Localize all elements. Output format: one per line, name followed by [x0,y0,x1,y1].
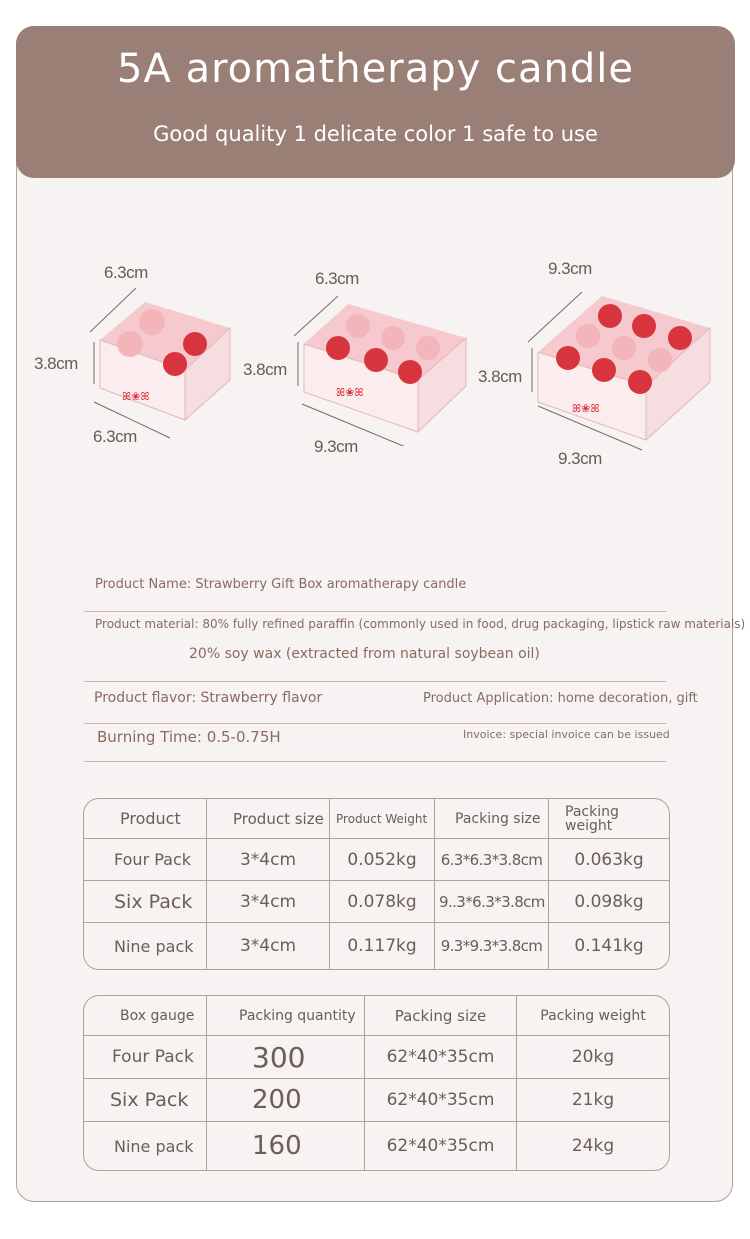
table-cell: 21kg [517,1079,669,1122]
table-cell: 0.098kg [549,881,669,923]
table-row [84,1079,669,1122]
box3-top-dim: 9.3cm [548,259,592,278]
table-cell: 300 [207,1036,365,1079]
box1-bottom-dim: 6.3cm [93,427,137,446]
table-header: Packing quantity [207,996,365,1036]
gift-box-illustration [80,280,240,440]
six-pack-box-image [288,286,478,446]
table-row [84,1122,669,1170]
header-banner [16,26,735,178]
table-header: Product size [207,799,330,839]
gift-box-illustration [288,286,478,446]
product-flavor: Product flavor: Strawberry flavor [94,690,323,706]
page-title: 5A aromatherapy candle [117,46,634,92]
box2-side-dim: 3.8cm [243,360,287,379]
box1-top-dim: 6.3cm [104,263,148,282]
box1-side-dim: 3.8cm [34,354,78,373]
table-cell: 0.078kg [330,881,435,923]
table-cell: 9..3*6.3*3.8cm [435,881,549,923]
svg-text:ꕤ❀ꕤ: ꕤ❀ꕤ [336,386,364,399]
table-header: Box gauge [84,996,207,1036]
table-cell: Six Pack [84,1079,207,1122]
divider [84,611,666,612]
box-gauge-table [83,995,670,1171]
table-header-row [84,799,669,839]
table-header: Product Weight [330,799,435,839]
svg-text:ꕤ❀ꕤ: ꕤ❀ꕤ [122,390,150,403]
box2-top-dim: 6.3cm [315,269,359,288]
page-subtitle: Good quality 1 delicate color 1 safe to use [153,122,598,146]
table-cell: 3*4cm [207,923,330,969]
invoice-note: Invoice: special invoice can be issued [463,728,670,741]
table-header: Packing size [365,996,517,1036]
table-cell: 0.052kg [330,839,435,881]
table-cell: 3*4cm [207,839,330,881]
box3-side-dim: 3.8cm [478,367,522,386]
gift-box-illustration [522,282,717,452]
table-row [84,881,669,923]
divider [84,723,666,724]
table-header: Packing weight [549,799,669,839]
burning-time: Burning Time: 0.5-0.75H [97,728,281,746]
table-header: Packing size [435,799,549,839]
table-cell: 62*40*35cm [365,1122,517,1170]
table-cell: 3*4cm [207,881,330,923]
table-row [84,839,669,881]
divider [84,761,666,762]
table-cell: Nine pack [84,1122,207,1170]
table-cell: Six Pack [84,881,207,923]
four-pack-box-image [80,280,240,440]
product-spec-table [83,798,670,970]
table-cell: 20kg [517,1036,669,1079]
table-cell: 9.3*9.3*3.8cm [435,923,549,969]
product-application: Product Application: home decoration, gift [423,691,698,706]
product-name: Product Name: Strawberry Gift Box aromatherapy candle [95,577,467,592]
product-material: Product material: 80% fully refined paraffin (commonly used in food, drug packaging, lipstick raw materials) [95,617,746,631]
divider [84,681,666,682]
table-cell: 0.117kg [330,923,435,969]
table-cell: 0.141kg [574,936,644,956]
table-cell: 62*40*35cm [365,1036,517,1079]
table-cell: 200 [207,1079,365,1122]
table-cell: 0.063kg [549,839,669,881]
table-cell: 160 [207,1122,365,1170]
box3-bottom-dim: 9.3cm [558,449,602,468]
table-cell: Nine pack [84,923,207,969]
table-cell: 62*40*35cm [365,1079,517,1122]
table-header: Packing weight [517,996,669,1036]
nine-pack-box-image [522,282,717,452]
table-cell: 6.3*6.3*3.8cm [435,839,549,881]
table-cell: 24kg [571,1136,615,1156]
table-cell: Four Pack [84,839,207,881]
svg-text:ꕤ❀ꕤ: ꕤ❀ꕤ [572,402,600,415]
table-row [84,923,669,969]
table-row [84,1036,669,1079]
table-header-row [84,996,669,1036]
table-header: Product [84,799,207,839]
table-cell: Four Pack [84,1036,207,1079]
box2-bottom-dim: 9.3cm [314,437,358,456]
product-material-line2: 20% soy wax (extracted from natural soybean oil) [189,646,540,662]
